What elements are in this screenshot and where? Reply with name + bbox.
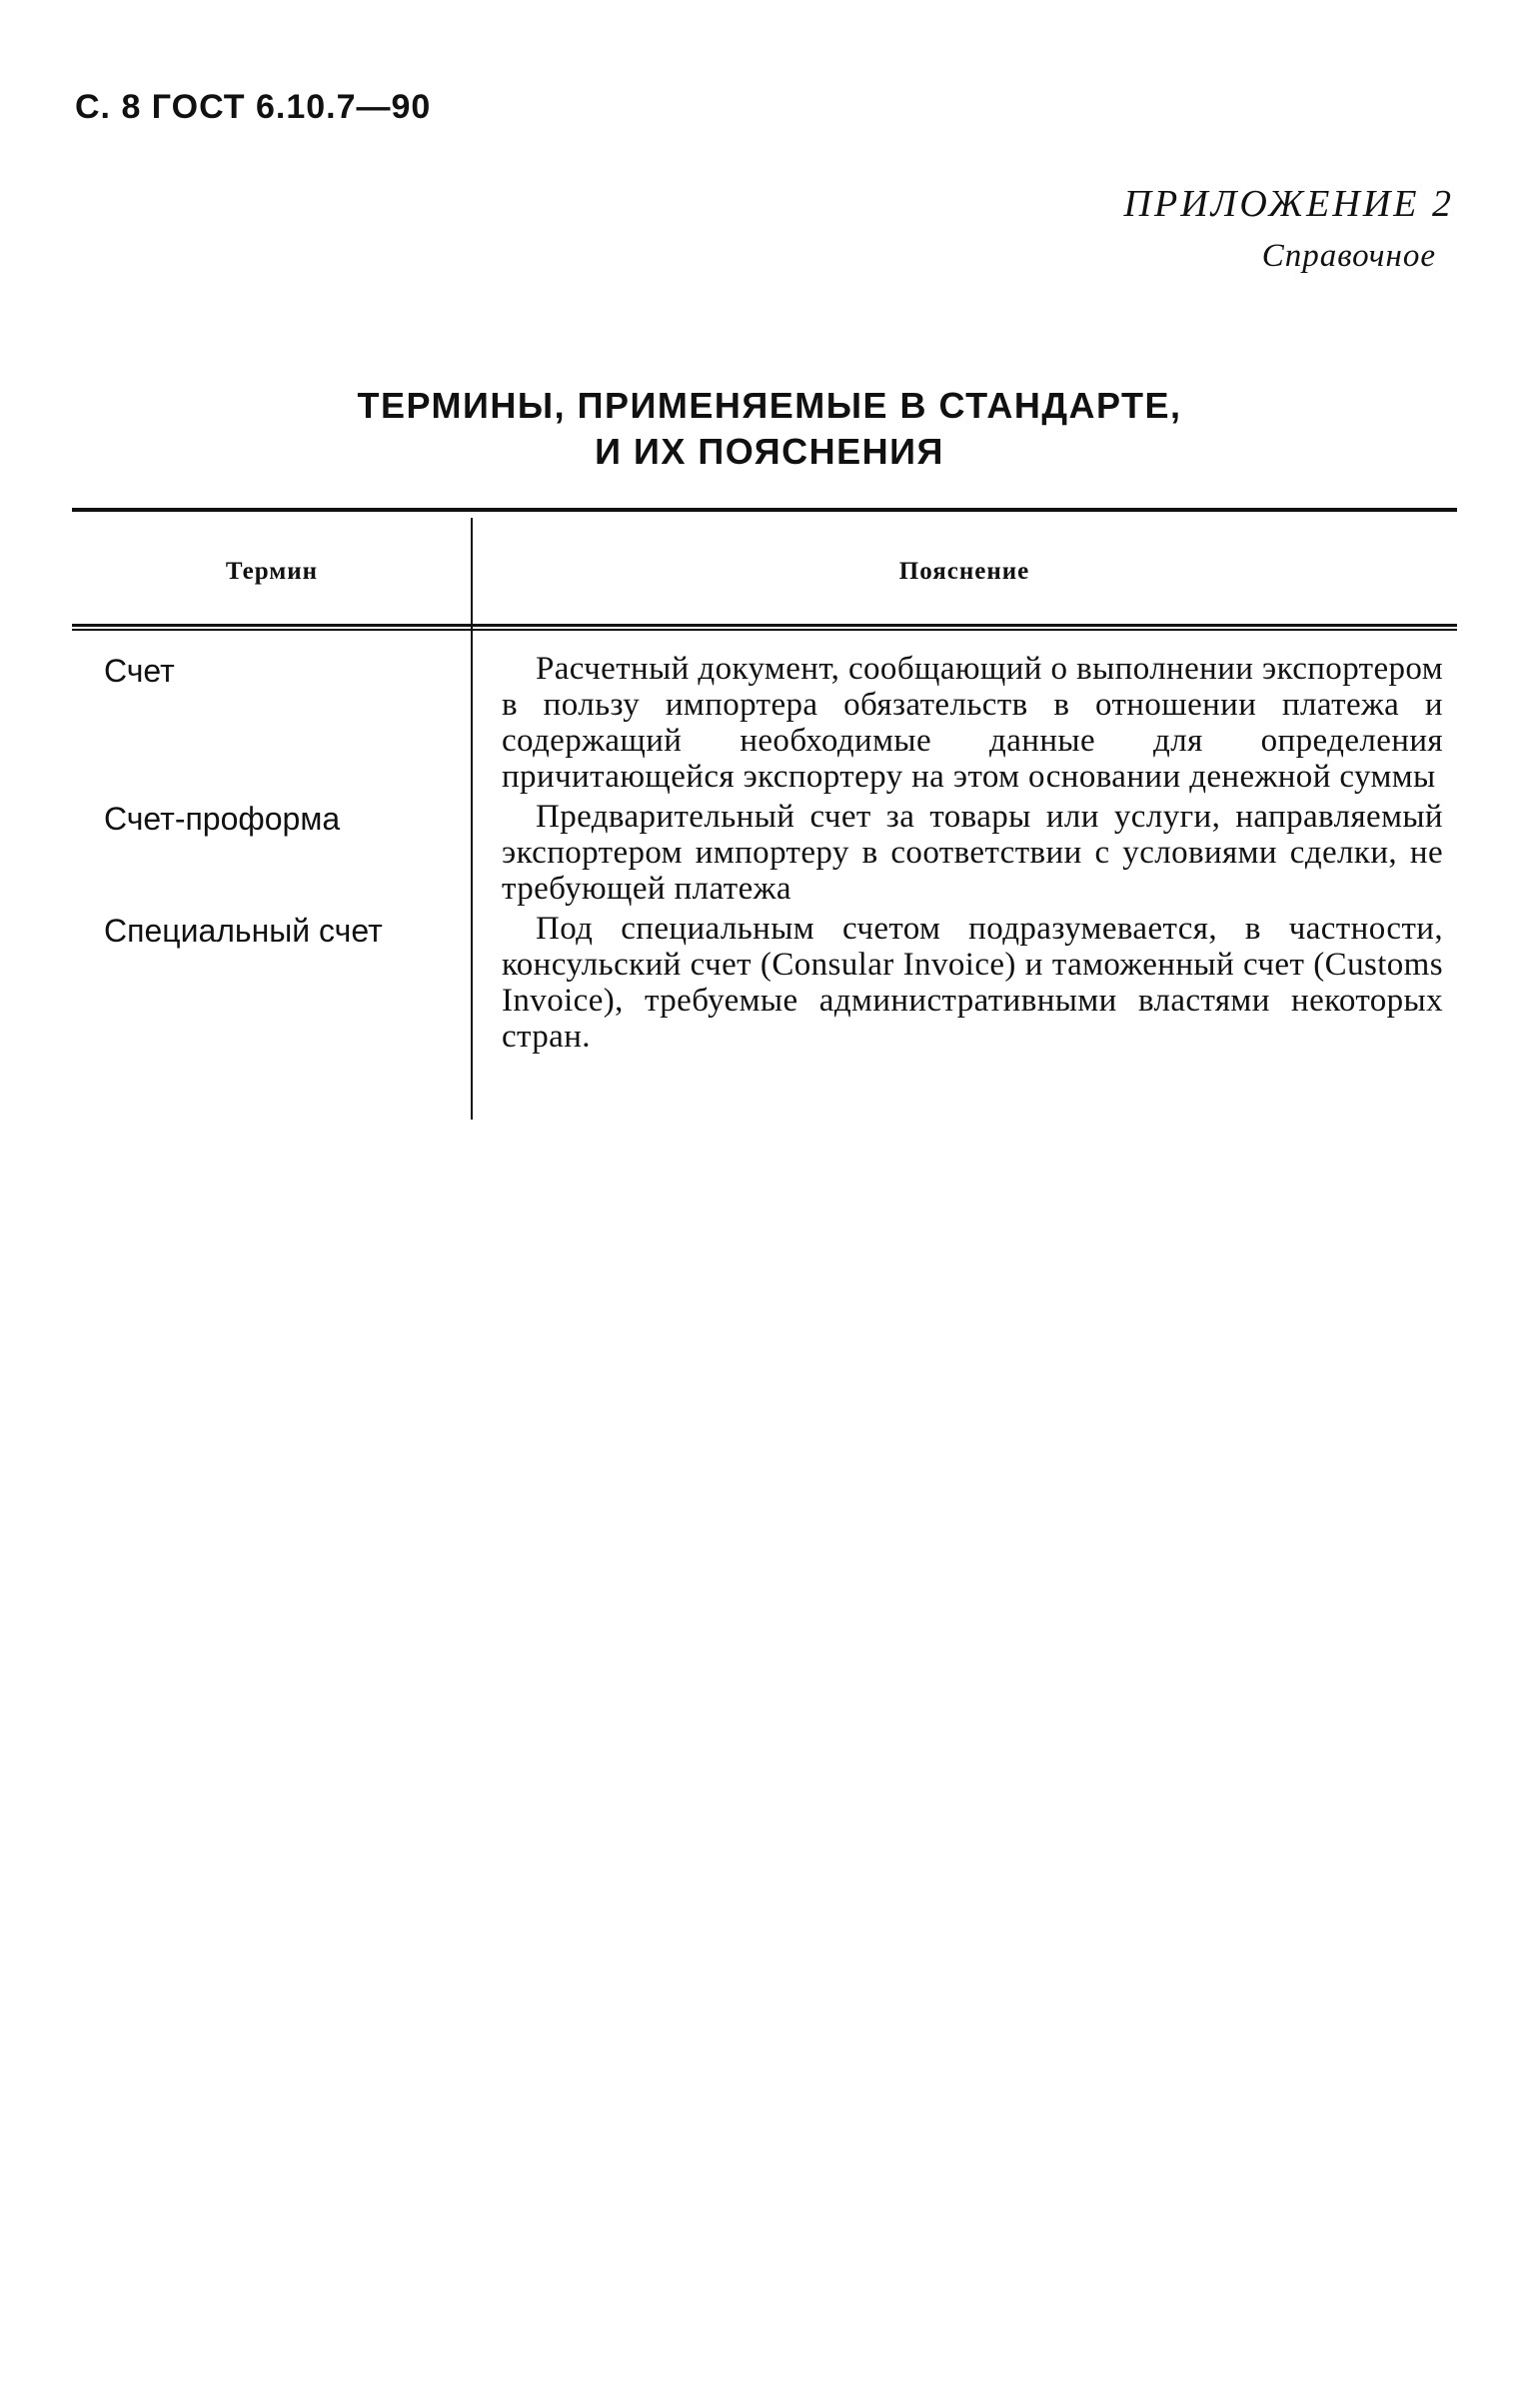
- header-term: Термин: [225, 558, 319, 585]
- header-explanation: Пояснение: [898, 558, 1030, 585]
- running-head: С. 8 ГОСТ 6.10.7—90: [75, 88, 432, 126]
- document-title: [120, 383, 1419, 475]
- appendix-type: Справочное: [1261, 238, 1436, 274]
- table-row: [72, 799, 1457, 907]
- table-row: [72, 651, 1457, 795]
- explanation-cell: Под специальным счетом подразумевается, в частности, консульский счет (Consular Invoice) и таможенный счет (Customs Invoice), требуемые административными властями некоторых стран.: [502, 911, 1443, 1055]
- document-title-line-2: И ИХ ПОЯСНЕНИЯ: [595, 431, 944, 472]
- explanation-cell: Предварительный счет за товары или услуги, направляемый экспортером импортеру в соответствии с условиями сделки, не требующей платежа: [502, 799, 1443, 907]
- terms-table: [72, 508, 1457, 1055]
- table-body: [72, 631, 1457, 1055]
- explanation-cell: Расчетный документ, сообщающий о выполнении экспортером в пользу импортера обязательств в отношении платежа и содержащий необходимые данные для определения причитающейся экспортеру на этом основании денежной суммы: [502, 651, 1443, 795]
- appendix-label: ПРИЛОЖЕНИЕ 2: [1123, 183, 1454, 225]
- term-cell: Специальный счет: [104, 913, 383, 949]
- document-title-line-1: ТЕРМИНЫ, ПРИМЕНЯЕМЫЕ В СТАНДАРТЕ,: [357, 385, 1182, 426]
- table-row: [72, 911, 1457, 1055]
- table-header-rule: [72, 624, 1457, 631]
- term-cell: Счет-проформа: [104, 801, 341, 837]
- term-cell: Счет: [104, 653, 175, 689]
- table-header: [72, 512, 1457, 624]
